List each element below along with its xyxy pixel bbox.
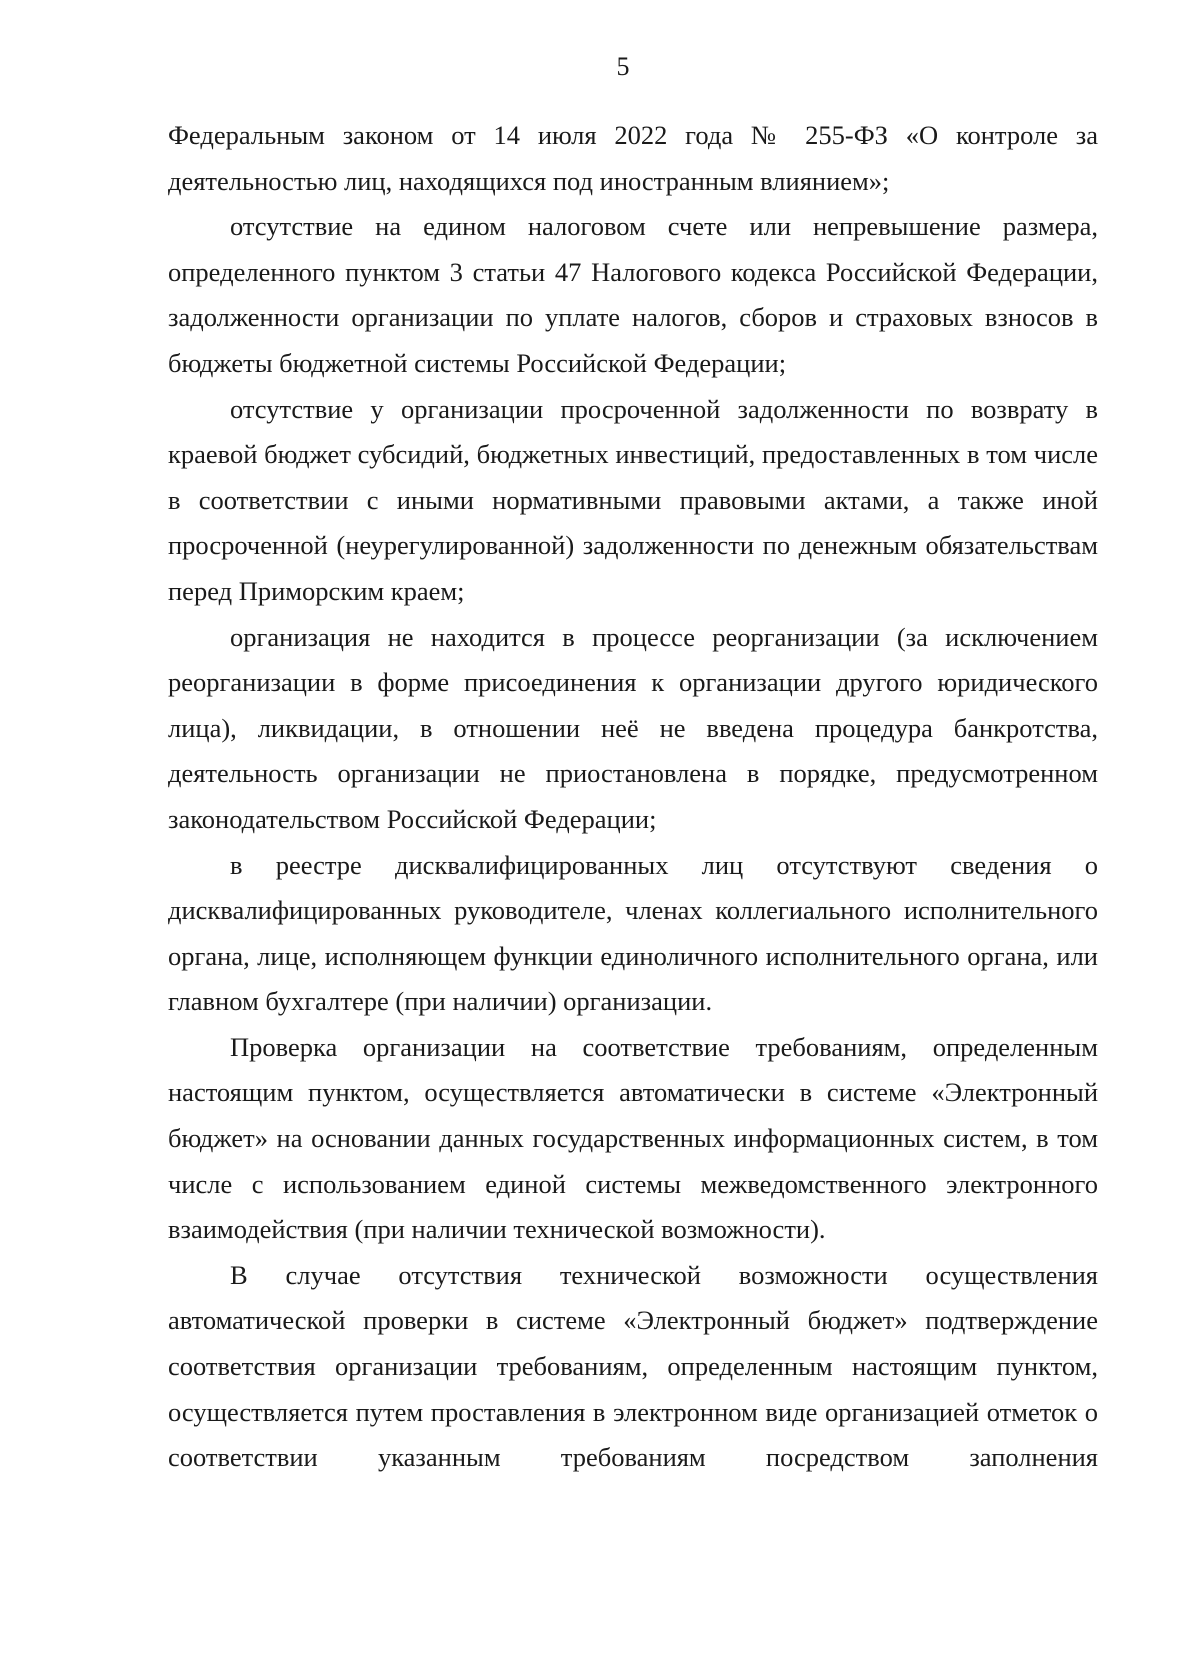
- paragraph-foreign-influence-law: Федеральным законом от 14 июля 2022 года № 255-ФЗ «О контроле за деятельностью лиц, находящихся под иностранным влиянием»;: [168, 120, 1098, 196]
- paragraph-overdue-debt: отсутствие у организации просроченной задолженности по возврату в краевой бюджет субсидий, бюджетных инвестиций, предоставленных в том числе в соответствии с иными нормативными правовыми актами, а также иной просроченной (неурегулированной) задолженности по денежным обязательствам перед Приморским краем;: [168, 393, 1098, 606]
- document-body: [168, 113, 1098, 1481]
- paragraph-manual-confirmation: В случае отсутствия технической возможности осуществления автоматической проверки в системе «Электронный бюджет» подтверждение соответствия организации требованиям, определенным настоящим пунктом, осуществляется путем проставления в электронном виде организацией отметок о соответствии указанным требованиям посредством заполнения: [168, 1259, 1098, 1473]
- paragraph-disqualified-persons: в реестре дисквалифицированных лиц отсутствуют сведения о дисквалифицированных руководителе, членах коллегиального исполнительного органа, лице, исполняющем функции единоличного исполнительного органа, или главном бухгалтере (при наличии) организации.: [168, 849, 1098, 1017]
- page-number: 5: [616, 52, 630, 81]
- paragraph-reorganization: организация не находится в процессе реорганизации (за исключением реорганизации в форме присоединения к организации другого юридического лица), ликвидации, в отношении неё не введена процедура банкротства, деятельность организации не приостановлена в порядке, предусмотренном законодательством Российской Федерации;: [168, 621, 1098, 834]
- paragraph-tax-debt: отсутствие на едином налоговом счете или непревышение размера, определенного пунктом 3 статьи 47 Налогового кодекса Российской Федерации, задолженности организации по уплате налогов, сборов и страховых взносов в бюджеты бюджетной системы Российской Федерации;: [168, 211, 1098, 378]
- paragraph-automatic-check: Проверка организации на соответствие требованиям, определенным настоящим пунктом, осуществляется автоматически в системе «Электронный бюджет» на основании данных государственных информационных систем, в том числе с использованием единой системы межведомственного электронного взаимодействия (при наличии технической возможности).: [168, 1031, 1098, 1245]
